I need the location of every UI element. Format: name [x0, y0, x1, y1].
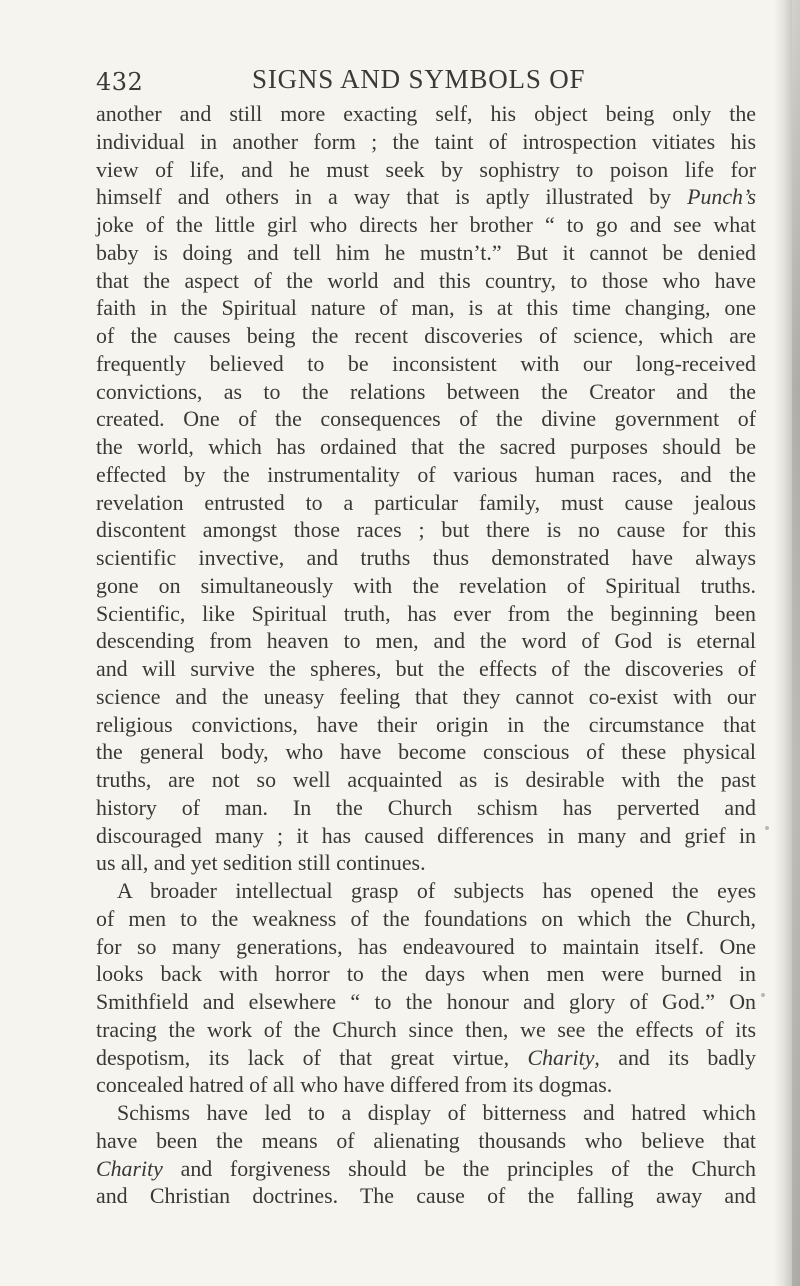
text-line: [96, 183, 756, 211]
text-line: discontent amongst those races ; but there is no cause for this: [96, 517, 756, 543]
text-line: revelation entrusted to a particular family, must cause jealous: [96, 489, 756, 515]
text-line: of the causes being the recent discoveries of science, which are: [96, 323, 756, 348]
text-line: religious convictions, have their origin in the circumstance that: [96, 711, 756, 737]
text-line: individual in another form ; the taint of introspection vitiates his: [96, 128, 756, 154]
text-line: descending from heaven to men, and the word of God is eternal: [96, 628, 756, 654]
text-line: baby is doing and tell him he mustn’t.” But it cannot be denied: [96, 239, 756, 265]
text-line: faith in the Spiritual nature of man, is at this time changing, one: [96, 295, 756, 321]
text-line: effected by the instrumentality of various human races, and the: [96, 461, 756, 487]
italic-text: Charity: [527, 1044, 595, 1070]
italic-text: Punch’s: [687, 184, 756, 210]
text-line: Schisms have led to a display of bitterness and hatred which: [117, 1100, 756, 1125]
text-line: created. One of the consequences of the divine government of: [96, 406, 756, 432]
page-number: 432: [96, 68, 144, 96]
text-line: scientific invective, and truths thus demonstrated have always: [96, 545, 756, 570]
body-text: [96, 100, 756, 1210]
text-line: looks back with horror to the days when men were burned in: [96, 961, 756, 987]
text-line: and will survive the spheres, but the effects of the discoveries of: [96, 656, 756, 681]
text-line: have been the means of alienating thousands who believe that: [96, 1127, 756, 1153]
page-edge-border: [792, 0, 800, 1286]
text-line: truths, are not so well acquainted as is desirable with the past: [96, 767, 756, 792]
text-line: tracing the work of the Church since then, we see the effects of its: [96, 1016, 756, 1042]
text-line: frequently believed to be inconsistent with our long-received: [96, 350, 756, 376]
text-segment: despotism, its lack of that great virtue,: [96, 1044, 528, 1070]
text-line: the general body, who have become conscious of these physical: [96, 739, 756, 765]
text-line: Smithfield and elsewhere “ to the honour and glory of God.” On: [96, 989, 756, 1014]
text-line: and Christian doctrines. The cause of the falling away and: [96, 1183, 756, 1209]
text-segment: and forgiveness should be the principles of the Church: [162, 1155, 756, 1181]
text-line: that the aspect of the world and this country, to those who have: [96, 267, 756, 293]
text-line: discouraged many ; it has caused differences in many and grief in: [96, 822, 756, 848]
text-line: [96, 1155, 756, 1183]
text-line: history of man. In the Church schism has perverted and: [96, 794, 756, 820]
paper-speck: [765, 826, 769, 830]
paper-speck: [761, 993, 765, 997]
text-line: the world, which has ordained that the sacred purposes should be: [96, 434, 756, 459]
italic-text: Charity: [96, 1155, 163, 1181]
text-line: us all, and yet sedition still continues.: [96, 850, 426, 876]
text-line: A broader intellectual grasp of subjects has opened the eyes: [117, 878, 756, 903]
text-line: view of life, and he must seek by sophistry to poison life for: [96, 156, 756, 182]
running-title: SIGNS AND SYMBOLS OF: [252, 64, 586, 94]
text-segment: himself and others in a way that is aptly illustrated by: [96, 184, 688, 210]
text-line: for so many generations, has endeavoured to maintain itself. One: [96, 933, 756, 959]
text-line: [96, 1044, 756, 1072]
text-line: science and the uneasy feeling that they cannot co-exist with our: [96, 683, 756, 709]
text-line: gone on simultaneously with the revelation of Spiritual truths.: [96, 572, 756, 598]
text-segment: , and its badly: [594, 1044, 756, 1070]
text-line: joke of the little girl who directs her brother “ to go and see what: [96, 212, 756, 237]
text-line: another and still more exacting self, his object being only the: [96, 101, 756, 126]
text-line: of men to the weakness of the foundations on which the Church,: [96, 905, 756, 931]
page-header: [96, 64, 756, 96]
text-line: convictions, as to the relations between the Creator and the: [96, 378, 756, 404]
text-line: Scientific, like Spiritual truth, has ever from the beginning been: [96, 600, 756, 626]
text-line: concealed hatred of all who have differed from its dogmas.: [96, 1072, 613, 1098]
